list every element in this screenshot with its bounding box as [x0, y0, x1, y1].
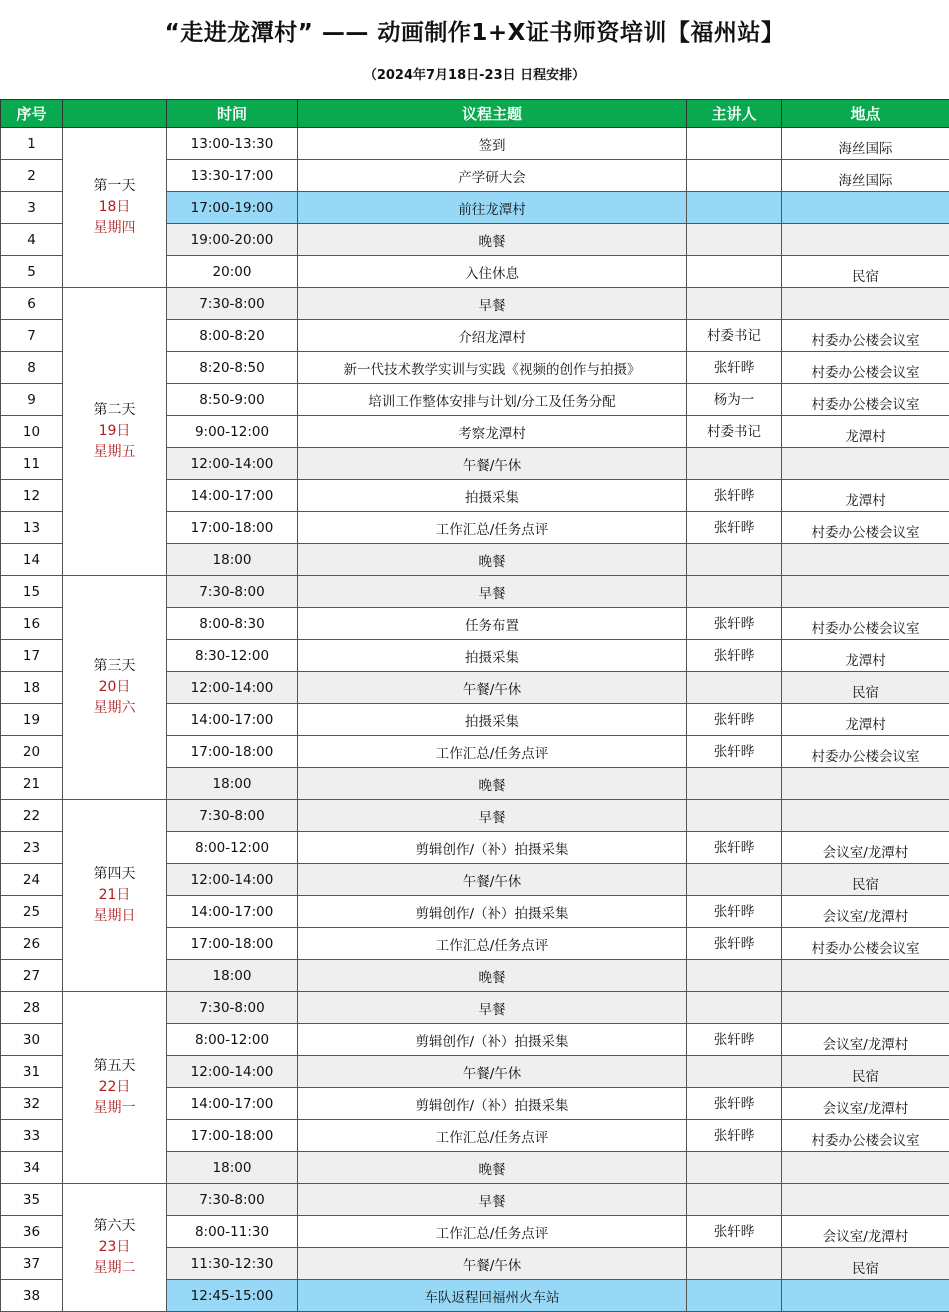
- topic-cell: 午餐/午休: [298, 864, 687, 896]
- time-cell: 9:00-12:00: [167, 416, 298, 448]
- header-day: [63, 100, 167, 128]
- topic-cell: 新一代技术教学实训与实践《视频的创作与拍摄》: [298, 352, 687, 384]
- place-cell: [782, 288, 949, 320]
- topic-cell: 介绍龙潭村: [298, 320, 687, 352]
- header-place: 地点: [782, 100, 949, 128]
- time-cell: 8:00-8:30: [167, 608, 298, 640]
- time-cell: 12:00-14:00: [167, 672, 298, 704]
- place-cell: [782, 768, 949, 800]
- place-cell: 民宿: [782, 672, 949, 704]
- speaker-cell: [687, 224, 782, 256]
- speaker-cell: 张轩晔: [687, 832, 782, 864]
- topic-cell: 入住休息: [298, 256, 687, 288]
- speaker-cell: 张轩晔: [687, 352, 782, 384]
- speaker-cell: 村委书记: [687, 320, 782, 352]
- speaker-cell: 张轩晔: [687, 512, 782, 544]
- topic-cell: 前往龙潭村: [298, 192, 687, 224]
- topic-cell: 午餐/午休: [298, 1248, 687, 1280]
- row-number: 32: [1, 1088, 63, 1120]
- topic-cell: 工作汇总/任务点评: [298, 736, 687, 768]
- row-number: 16: [1, 608, 63, 640]
- day-weekday: 星期四: [63, 218, 166, 239]
- schedule-body: [1, 128, 949, 1312]
- row-number: 11: [1, 448, 63, 480]
- time-cell: 8:30-12:00: [167, 640, 298, 672]
- topic-cell: 午餐/午休: [298, 448, 687, 480]
- day-date: 19日: [63, 421, 166, 442]
- place-cell: 村委办公楼会议室: [782, 352, 949, 384]
- place-cell: 会议室/龙潭村: [782, 1088, 949, 1120]
- speaker-cell: [687, 1248, 782, 1280]
- row-number: 37: [1, 1248, 63, 1280]
- row-number: 1: [1, 128, 63, 160]
- place-cell: 民宿: [782, 1248, 949, 1280]
- speaker-cell: 张轩晔: [687, 608, 782, 640]
- row-number: 2: [1, 160, 63, 192]
- time-cell: 14:00-17:00: [167, 1088, 298, 1120]
- row-number: 23: [1, 832, 63, 864]
- row-number: 22: [1, 800, 63, 832]
- row-number: 18: [1, 672, 63, 704]
- day-cell: [63, 576, 167, 800]
- time-cell: 12:00-14:00: [167, 448, 298, 480]
- place-cell: [782, 192, 949, 224]
- speaker-cell: [687, 160, 782, 192]
- day-weekday: 星期五: [63, 442, 166, 463]
- day-date: 21日: [63, 885, 166, 906]
- time-cell: 20:00: [167, 256, 298, 288]
- place-cell: 龙潭村: [782, 480, 949, 512]
- time-cell: 11:30-12:30: [167, 1248, 298, 1280]
- time-cell: 7:30-8:00: [167, 992, 298, 1024]
- speaker-cell: [687, 288, 782, 320]
- speaker-cell: [687, 1280, 782, 1312]
- header-topic: 议程主题: [298, 100, 687, 128]
- row-number: 9: [1, 384, 63, 416]
- place-cell: 龙潭村: [782, 704, 949, 736]
- speaker-cell: 张轩晔: [687, 640, 782, 672]
- place-cell: 会议室/龙潭村: [782, 896, 949, 928]
- time-cell: 8:20-8:50: [167, 352, 298, 384]
- day-weekday: 星期二: [63, 1258, 166, 1279]
- day-date: 18日: [63, 197, 166, 218]
- row-number: 15: [1, 576, 63, 608]
- place-cell: [782, 1280, 949, 1312]
- place-cell: 村委办公楼会议室: [782, 384, 949, 416]
- table-row: [1, 128, 949, 160]
- place-cell: [782, 800, 949, 832]
- page-title: “走进龙潭村” —— 动画制作1+X证书师资培训【福州站】: [0, 14, 949, 47]
- row-number: 10: [1, 416, 63, 448]
- place-cell: [782, 576, 949, 608]
- topic-cell: 工作汇总/任务点评: [298, 928, 687, 960]
- topic-cell: 早餐: [298, 992, 687, 1024]
- row-number: 26: [1, 928, 63, 960]
- topic-cell: 车队返程回福州火车站: [298, 1280, 687, 1312]
- time-cell: 18:00: [167, 544, 298, 576]
- speaker-cell: [687, 992, 782, 1024]
- speaker-cell: [687, 1184, 782, 1216]
- day-name: 第六天: [63, 1216, 166, 1237]
- row-number: 4: [1, 224, 63, 256]
- header-speaker: 主讲人: [687, 100, 782, 128]
- speaker-cell: 张轩晔: [687, 896, 782, 928]
- page-subtitle: （2024年7月18日-23日 日程安排）: [0, 64, 949, 83]
- time-cell: 8:00-11:30: [167, 1216, 298, 1248]
- row-number: 7: [1, 320, 63, 352]
- topic-cell: 拍摄采集: [298, 480, 687, 512]
- time-cell: 19:00-20:00: [167, 224, 298, 256]
- place-cell: [782, 544, 949, 576]
- place-cell: 会议室/龙潭村: [782, 832, 949, 864]
- time-cell: 12:00-14:00: [167, 864, 298, 896]
- topic-cell: 早餐: [298, 800, 687, 832]
- table-row: [1, 576, 949, 608]
- time-cell: 17:00-18:00: [167, 928, 298, 960]
- time-cell: 7:30-8:00: [167, 800, 298, 832]
- day-name: 第三天: [63, 656, 166, 677]
- place-cell: 海丝国际: [782, 128, 949, 160]
- row-number: 34: [1, 1152, 63, 1184]
- speaker-cell: [687, 576, 782, 608]
- topic-cell: 晚餐: [298, 960, 687, 992]
- speaker-cell: 张轩晔: [687, 736, 782, 768]
- place-cell: [782, 960, 949, 992]
- row-number: 28: [1, 992, 63, 1024]
- place-cell: 龙潭村: [782, 416, 949, 448]
- place-cell: [782, 224, 949, 256]
- time-cell: 8:00-12:00: [167, 832, 298, 864]
- speaker-cell: 张轩晔: [687, 1024, 782, 1056]
- topic-cell: 剪辑创作/（补）拍摄采集: [298, 1088, 687, 1120]
- place-cell: 村委办公楼会议室: [782, 512, 949, 544]
- speaker-cell: 张轩晔: [687, 480, 782, 512]
- place-cell: 村委办公楼会议室: [782, 928, 949, 960]
- topic-cell: 早餐: [298, 288, 687, 320]
- time-cell: 17:00-18:00: [167, 1120, 298, 1152]
- time-cell: 17:00-18:00: [167, 736, 298, 768]
- time-cell: 18:00: [167, 1152, 298, 1184]
- place-cell: [782, 1184, 949, 1216]
- row-number: 38: [1, 1280, 63, 1312]
- row-number: 17: [1, 640, 63, 672]
- table-row: [1, 1184, 949, 1216]
- topic-cell: 剪辑创作/（补）拍摄采集: [298, 832, 687, 864]
- speaker-cell: 张轩晔: [687, 704, 782, 736]
- row-number: 30: [1, 1024, 63, 1056]
- topic-cell: 午餐/午休: [298, 1056, 687, 1088]
- time-cell: 17:00-18:00: [167, 512, 298, 544]
- topic-cell: 产学研大会: [298, 160, 687, 192]
- day-cell: [63, 800, 167, 992]
- speaker-cell: [687, 1056, 782, 1088]
- table-row: [1, 288, 949, 320]
- topic-cell: 拍摄采集: [298, 704, 687, 736]
- day-cell: [63, 128, 167, 288]
- day-weekday: 星期六: [63, 698, 166, 719]
- speaker-cell: [687, 448, 782, 480]
- topic-cell: 早餐: [298, 576, 687, 608]
- table-row: [1, 992, 949, 1024]
- place-cell: 村委办公楼会议室: [782, 608, 949, 640]
- day-name: 第二天: [63, 400, 166, 421]
- row-number: 31: [1, 1056, 63, 1088]
- speaker-cell: 张轩晔: [687, 928, 782, 960]
- speaker-cell: 张轩晔: [687, 1120, 782, 1152]
- topic-cell: 工作汇总/任务点评: [298, 512, 687, 544]
- time-cell: 14:00-17:00: [167, 480, 298, 512]
- time-cell: 13:00-13:30: [167, 128, 298, 160]
- place-cell: [782, 1152, 949, 1184]
- day-date: 20日: [63, 677, 166, 698]
- speaker-cell: [687, 128, 782, 160]
- topic-cell: 任务布置: [298, 608, 687, 640]
- place-cell: [782, 448, 949, 480]
- time-cell: 13:30-17:00: [167, 160, 298, 192]
- speaker-cell: 村委书记: [687, 416, 782, 448]
- topic-cell: 工作汇总/任务点评: [298, 1120, 687, 1152]
- topic-cell: 晚餐: [298, 1152, 687, 1184]
- row-number: 21: [1, 768, 63, 800]
- day-name: 第五天: [63, 1056, 166, 1077]
- place-cell: [782, 992, 949, 1024]
- speaker-cell: [687, 800, 782, 832]
- row-number: 36: [1, 1216, 63, 1248]
- row-number: 19: [1, 704, 63, 736]
- topic-cell: 剪辑创作/（补）拍摄采集: [298, 896, 687, 928]
- place-cell: 龙潭村: [782, 640, 949, 672]
- topic-cell: 剪辑创作/（补）拍摄采集: [298, 1024, 687, 1056]
- speaker-cell: [687, 192, 782, 224]
- speaker-cell: [687, 672, 782, 704]
- place-cell: 民宿: [782, 1056, 949, 1088]
- topic-cell: 工作汇总/任务点评: [298, 1216, 687, 1248]
- row-number: 13: [1, 512, 63, 544]
- time-cell: 7:30-8:00: [167, 288, 298, 320]
- day-date: 22日: [63, 1077, 166, 1098]
- row-number: 6: [1, 288, 63, 320]
- time-cell: 7:30-8:00: [167, 1184, 298, 1216]
- row-number: 3: [1, 192, 63, 224]
- time-cell: 17:00-19:00: [167, 192, 298, 224]
- time-cell: 18:00: [167, 768, 298, 800]
- place-cell: 村委办公楼会议室: [782, 320, 949, 352]
- time-cell: 12:00-14:00: [167, 1056, 298, 1088]
- header-row: [1, 100, 949, 128]
- place-cell: 海丝国际: [782, 160, 949, 192]
- day-date: 23日: [63, 1237, 166, 1258]
- topic-cell: 午餐/午休: [298, 672, 687, 704]
- topic-cell: 晚餐: [298, 768, 687, 800]
- row-number: 27: [1, 960, 63, 992]
- topic-cell: 考察龙潭村: [298, 416, 687, 448]
- table-row: [1, 800, 949, 832]
- time-cell: 14:00-17:00: [167, 896, 298, 928]
- speaker-cell: 张轩晔: [687, 1216, 782, 1248]
- day-cell: [63, 992, 167, 1184]
- row-number: 20: [1, 736, 63, 768]
- day-cell: [63, 288, 167, 576]
- day-weekday: 星期一: [63, 1098, 166, 1119]
- row-number: 8: [1, 352, 63, 384]
- speaker-cell: [687, 256, 782, 288]
- day-cell: [63, 1184, 167, 1312]
- place-cell: 民宿: [782, 864, 949, 896]
- speaker-cell: 张轩晔: [687, 1088, 782, 1120]
- time-cell: 14:00-17:00: [167, 704, 298, 736]
- topic-cell: 培训工作整体安排与计划/分工及任务分配: [298, 384, 687, 416]
- place-cell: 村委办公楼会议室: [782, 736, 949, 768]
- row-number: 24: [1, 864, 63, 896]
- day-name: 第四天: [63, 864, 166, 885]
- row-number: 35: [1, 1184, 63, 1216]
- speaker-cell: [687, 544, 782, 576]
- topic-cell: 签到: [298, 128, 687, 160]
- row-number: 14: [1, 544, 63, 576]
- time-cell: 12:45-15:00: [167, 1280, 298, 1312]
- place-cell: 会议室/龙潭村: [782, 1024, 949, 1056]
- place-cell: 村委办公楼会议室: [782, 1120, 949, 1152]
- speaker-cell: [687, 768, 782, 800]
- place-cell: 会议室/龙潭村: [782, 1216, 949, 1248]
- schedule-table: [0, 99, 949, 1312]
- speaker-cell: [687, 864, 782, 896]
- speaker-cell: [687, 1152, 782, 1184]
- speaker-cell: [687, 960, 782, 992]
- speaker-cell: 杨为一: [687, 384, 782, 416]
- time-cell: 7:30-8:00: [167, 576, 298, 608]
- day-name: 第一天: [63, 176, 166, 197]
- header-no: 序号: [1, 100, 63, 128]
- time-cell: 8:00-12:00: [167, 1024, 298, 1056]
- topic-cell: 早餐: [298, 1184, 687, 1216]
- row-number: 25: [1, 896, 63, 928]
- topic-cell: 拍摄采集: [298, 640, 687, 672]
- row-number: 12: [1, 480, 63, 512]
- time-cell: 8:50-9:00: [167, 384, 298, 416]
- row-number: 33: [1, 1120, 63, 1152]
- time-cell: 8:00-8:20: [167, 320, 298, 352]
- topic-cell: 晚餐: [298, 544, 687, 576]
- time-cell: 18:00: [167, 960, 298, 992]
- place-cell: 民宿: [782, 256, 949, 288]
- row-number: 5: [1, 256, 63, 288]
- day-weekday: 星期日: [63, 906, 166, 927]
- topic-cell: 晚餐: [298, 224, 687, 256]
- header-time: 时间: [167, 100, 298, 128]
